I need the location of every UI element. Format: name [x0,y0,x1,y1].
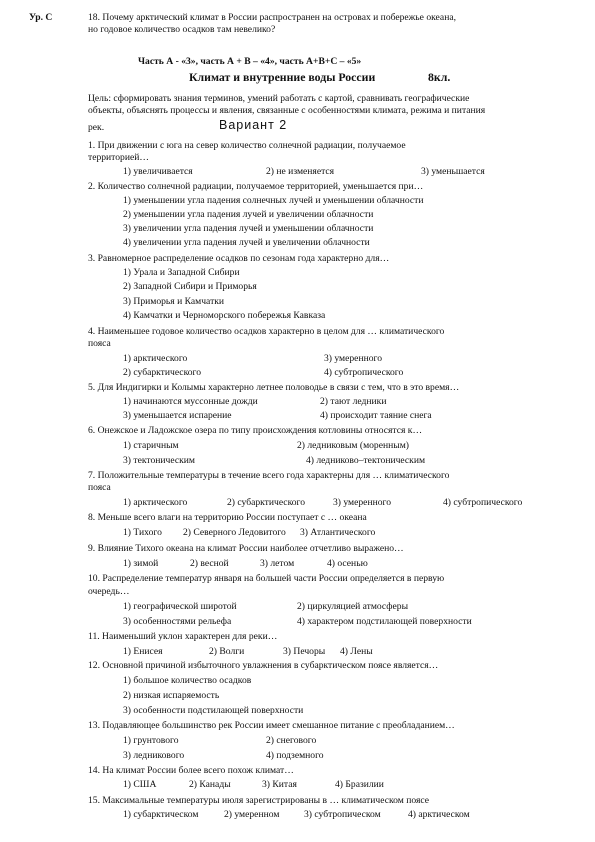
q14-option-1: 1) США [123,779,157,790]
q6-option-2: 2) ледниковым (моренным) [297,440,409,451]
q5-option-3: 3) уменьшается испарение [123,410,232,421]
question-3-text: 3. Равномерное распределение осадков по сезонам года характерно для… [88,253,390,264]
q5-option-4: 4) происходит таяние снега [320,410,432,421]
q12-option-3: 3) особенности подстилающей поверхности [123,705,304,716]
q7-option-4: 4) субтропического [443,497,523,508]
q4-option-4: 4) субтропического [324,367,404,378]
q12-option-2: 2) низкая испаряемость [123,690,220,701]
q6-option-1: 1) старичным [123,440,179,451]
q10-option-4: 4) характером подстилающей поверхности [297,616,472,627]
q4-option-3: 3) умеренного [324,353,383,364]
q10-option-2: 2) циркуляцией атмосферы [297,601,409,612]
q13-option-2: 2) снегового [266,735,317,746]
q11-option-4: 4) Лены [340,646,373,657]
q14-option-2: 2) Канады [189,779,231,790]
q1-option-1: 1) увеличивается [123,166,193,177]
q11-option-2: 2) Волги [209,646,245,657]
question-11-text: 11. Наименьший уклон характерен для реки… [88,631,278,642]
q15-option-3: 3) субтропическом [304,809,381,820]
q2-option-1: 1) уменьшении угла падения солнечных лучей и уменьшении облачности [123,195,424,206]
question-10-text: 10. Распределение температур января на большей части России определяется в первую [88,573,445,584]
q3-option-2: 2) Западной Сибири и Приморья [123,281,257,292]
q13-option-4: 4) подземного [266,750,324,761]
q4-option-1: 1) арктического [123,353,188,364]
q10-option-1: 1) географической широтой [123,601,237,612]
question-7-text-cont: пояса [88,482,111,493]
q9-option-4: 4) осенью [327,558,368,569]
question-8-text: 8. Меньше всего влаги на территорию России поступает с … океана [88,512,367,523]
question-4-text: 4. Наименьшее годовое количество осадков характерно в целом для … климатического [88,326,445,337]
q15-option-1: 1) субарктическом [123,809,199,820]
q6-option-3: 3) тектоническим [123,455,195,466]
q11-option-1: 1) Енисея [123,646,163,657]
q3-option-1: 1) Урала и Западной Сибири [123,267,240,278]
question-6-text: 6. Онежское и Ладожское озера по типу происхождения котловины относятся к… [88,425,423,436]
q2-option-3: 3) увеличении угла падения лучей и уменьшении облачности [123,223,374,234]
question-18-line1: 18. Почему арктический климат в России распространен на островах и побережье океана, [88,12,456,23]
question-15-text: 15. Максимальные температуры июля зарегистрированы в … климатическом поясе [88,795,430,806]
goal-line-2: объекты, объяснять процессы и явления, связанные с особенностями климата, режима и питания [88,105,486,116]
question-1-text: 1. При движении с юга на север количество солнечной радиации, получаемое [88,140,406,151]
variant-label: Вариант 2 [219,118,288,132]
q15-option-2: 2) умеренном [224,809,280,820]
question-12-text: 12. Основной причиной избыточного увлажнения в субарктическом поясе является… [88,660,439,671]
q8-option-2: 2) Северного Ледовитого [183,527,286,538]
question-13-text: 13. Подавляющее большинство рек России имеет смешанное питание с преобладанием… [88,720,455,731]
q9-option-3: 3) летом [260,558,295,569]
q6-option-4: 4) ледниково–тектоническим [306,455,426,466]
q7-option-1: 1) арктического [123,497,188,508]
q5-option-1: 1) начинаются муссонные дожди [123,396,258,407]
goal-line-3: рек. [88,122,105,133]
q5-option-2: 2) тают ледники [320,396,387,407]
question-7-text: 7. Положительные температуры в течение всего года характерны для … климатического [88,470,450,481]
question-18-line2: но годовое количество осадков там невелико? [88,24,276,35]
q14-option-4: 4) Бразилии [335,779,384,790]
q2-option-4: 4) увеличении угла падения лучей и увеличении облачности [123,237,370,248]
goal-line-1: Цель: сформировать знания терминов, умений работать с картой, сравнивать географические [88,93,470,104]
q7-option-2: 2) субарктического [227,497,306,508]
q7-option-3: 3) умеренного [333,497,392,508]
q11-option-3: 3) Печоры [283,646,326,657]
q13-option-3: 3) ледникового [123,750,185,761]
q12-option-1: 1) большое количество осадков [123,675,252,686]
q1-option-2: 2) не изменяется [266,166,335,177]
q4-option-2: 2) субарктического [123,367,202,378]
question-14-text: 14. На климат России более всего похож климат… [88,765,294,776]
q10-option-3: 3) особенностями рельефа [123,616,232,627]
q2-option-2: 2) уменьшении угла падения лучей и увеличении облачности [123,209,374,220]
question-4-text-cont: пояса [88,338,111,349]
grading-scale: Часть А - «3», часть А + В – «4», часть А+В+С – «5» [138,56,362,67]
question-9-text: 9. Влияние Тихого океана на климат России наиболее отчетливо выражено… [88,543,404,554]
q13-option-1: 1) грунтового [123,735,179,746]
q3-option-4: 4) Камчатки и Черноморского побережья Кавказа [123,310,326,321]
grade-label: 8кл. [428,70,451,84]
q8-option-3: 3) Атлантического [300,527,376,538]
question-1-text-cont: территорией… [88,152,149,163]
q14-option-3: 3) Китая [262,779,297,790]
worksheet-title: Климат и внутренние воды России [189,70,376,84]
lesson-code: Ур. С [29,12,53,23]
q3-option-3: 3) Приморья и Камчатки [123,296,225,307]
question-10-text-cont: очередь… [88,586,130,597]
question-5-text: 5. Для Индигирки и Колымы характерно летнее половодье в связи с тем, что в это время… [88,382,460,393]
q9-option-1: 1) зимой [123,558,159,569]
q8-option-1: 1) Тихого [123,527,162,538]
question-2-text: 2. Количество солнечной радиации, получаемое территорией, уменьшается при… [88,181,424,192]
q9-option-2: 2) весной [190,558,229,569]
q15-option-4: 4) арктическом [408,809,470,820]
q1-option-3: 3) уменьшается [421,166,485,177]
